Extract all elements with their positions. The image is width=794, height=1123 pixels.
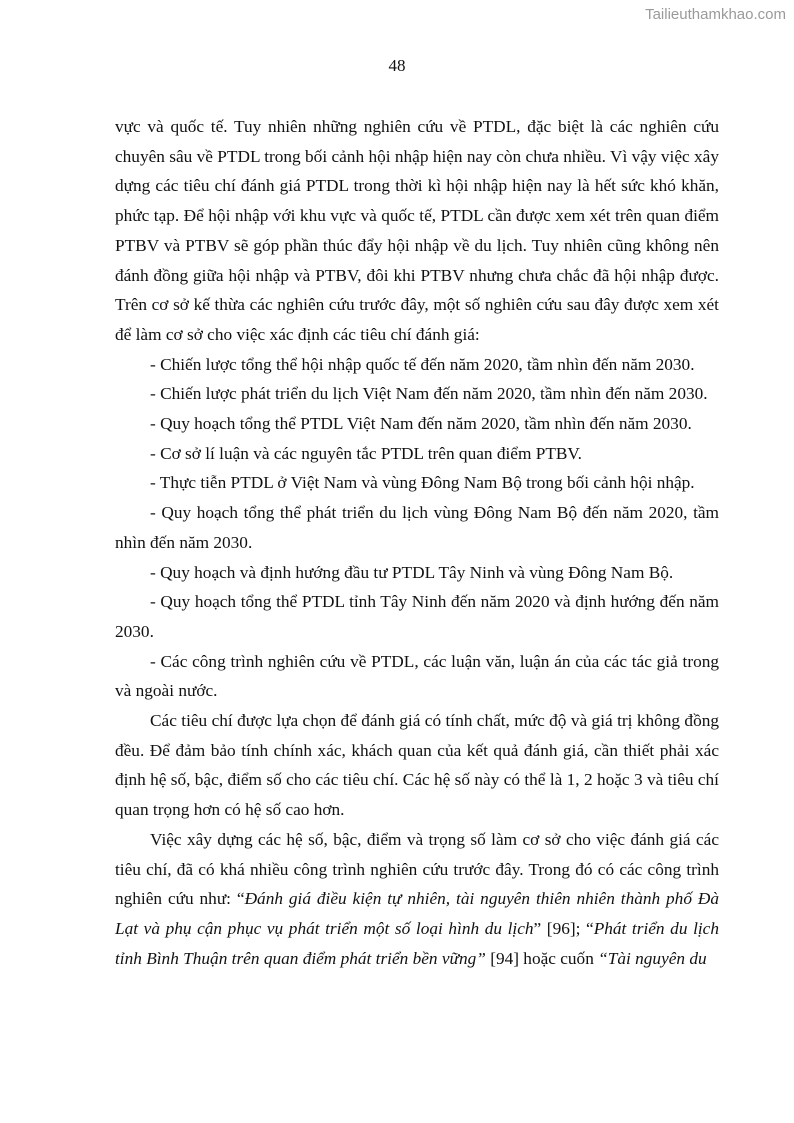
reference-title-italic: “Tài nguyên du [598, 948, 707, 968]
reference-title-italic: Đánh giá điều kiện tự nhiên, tài nguyên thiên nhiên thành phố Đà Lạt và phụ cận phục vụ phát triển một số loại hình du lịch [115, 889, 719, 938]
paragraph-intro: vực và quốc tế. Tuy nhiên những nghiên cứu về PTDL, đặc biệt là các nghiên cứu chuyên sâu về PTDL trong bối cảnh hội nhập hiện nay còn chưa nhiều. Vì vậy việc xây dựng các tiêu chí đánh giá PTDL trong thời kì hội nhập hiện nay là hết sức khó khăn, phức tạp. Để hội nhập với khu vực và quốc tế, PTDL cần được xem xét trên quan điểm PTBV và PTBV sẽ góp phần thúc đẩy hội nhập về du lịch. Tuy nhiên cũng không nên đánh đồng giữa hội nhập và PTBV, đôi khi PTBV nhưng chưa chắc đã hội nhập được. Trên cơ sở kế thừa các nghiên cứu trước đây, một số nghiên cứu sau đây được xem xét để làm cơ sở cho việc xác định các tiêu chí đánh giá: [115, 117, 719, 344]
list-item: - Quy hoạch tổng thể phát triển du lịch vùng Đông Nam Bộ đến năm 2020, tầm nhìn đến năm 2030. [115, 503, 719, 552]
document-body [115, 112, 719, 973]
list-item: - Quy hoạch và định hướng đầu tư PTDL Tây Ninh và vùng Đông Nam Bộ. [150, 562, 674, 582]
reference-text: [94] hoặc cuốn [485, 948, 599, 968]
list-item: - Chiến lược phát triển du lịch Việt Nam đến năm 2020, tầm nhìn đến năm 2030. [150, 384, 708, 404]
list-item: - Các công trình nghiên cứu về PTDL, các luận văn, luận án của các tác giả trong và ngoài nước. [115, 651, 719, 701]
paragraph-references [115, 825, 719, 974]
page-number: 48 [388, 56, 406, 75]
reference-text: Việc xây dựng các hệ số, bậc, điểm và trọng số làm cơ sở cho việc đánh giá các tiêu chí, đã có khá nhiều công trình nghiên cứu trước đây. Trong đó có các công trình nghiên cứu như: “ [115, 829, 719, 909]
reference-title-italic: Phát triển du lịch tỉnh Bình Thuận trên quan điểm phát triển bền vững” [115, 918, 719, 968]
reference-text: ” [96]; “ [533, 918, 594, 938]
list-item: - Cơ sở lí luận và các nguyên tắc PTDL trên quan điểm PTBV. [150, 443, 582, 463]
list-item: - Thực tiễn PTDL ở Việt Nam và vùng Đông Nam Bộ trong bối cảnh hội nhập. [150, 473, 695, 493]
watermark-text: Tailieuthamkhao.com [645, 6, 786, 23]
list-item: - Quy hoạch tổng thể PTDL Việt Nam đến năm 2020, tầm nhìn đến năm 2030. [150, 414, 692, 434]
list-item: - Quy hoạch tổng thể PTDL tỉnh Tây Ninh đến năm 2020 và định hướng đến năm 2030. [115, 592, 719, 641]
list-item: - Chiến lược tổng thể hội nhập quốc tế đến năm 2020, tầm nhìn đến năm 2030. [150, 354, 695, 374]
paragraph-criteria: Các tiêu chí được lựa chọn để đánh giá có tính chất, mức độ và giá trị không đồng đều. Để đảm bảo tính chính xác, khách quan của kết quả đánh giá, cần thiết phải xác định hệ số, bậc, điểm số cho các tiêu chí. Các hệ số này có thể là 1, 2 hoặc 3 và tiêu chí quan trọng hơn có hệ số cao hơn. [115, 711, 719, 820]
